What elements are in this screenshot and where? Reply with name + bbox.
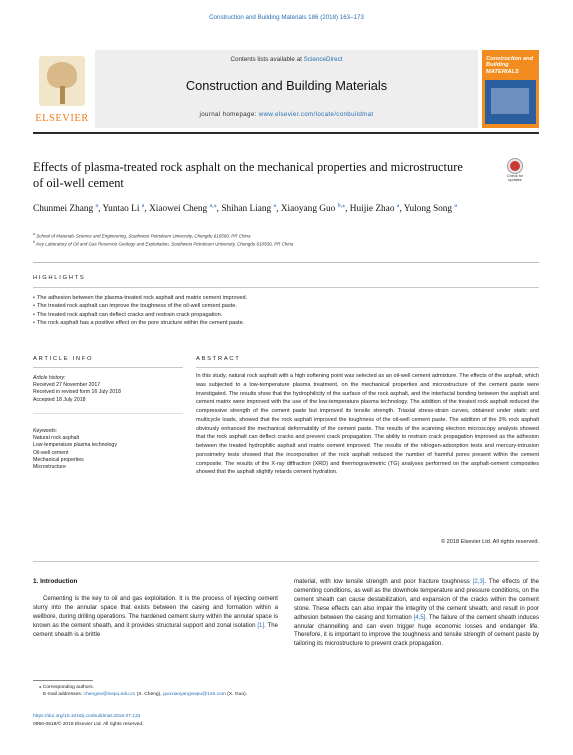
reference-link[interactable]: [1] (257, 622, 265, 629)
abstract-heading: ABSTRACT (196, 356, 241, 362)
journal-banner (95, 50, 478, 128)
author-affiliation-marker[interactable]: a (95, 202, 99, 209)
elsevier-tree-icon (39, 56, 85, 106)
author-affiliation-marker[interactable]: a (454, 202, 458, 209)
header-divider (33, 132, 539, 134)
article-info-subdivider (33, 413, 183, 414)
author-name[interactable]: Xiaowei Cheng (149, 204, 208, 214)
author-list (33, 203, 533, 217)
highlight-item: • The treated rock asphalt can improve the toughness of the oil-well cement paste. (33, 302, 539, 310)
contents-availability: Contents lists available at ScienceDirect (230, 56, 343, 63)
abstract-copyright: © 2018 Elsevier Ltd. All rights reserved. (440, 539, 539, 545)
keyword-item: Oil-well cement (33, 449, 69, 456)
keywords-label: Keywords: (33, 428, 58, 434)
crossmark-label: Check for updates (506, 174, 524, 183)
article-title: Effects of plasma-treated rock asphalt on the mechanical properties and microstructure of oil-well cement (33, 160, 463, 190)
affiliation-a: $^a$ School of Materials Science and Engineering, Southwest Petroleum University, Chengdu 610500, PR China (33, 232, 251, 239)
abstract-text: In this study, natural rock asphalt with a high softening point was selected as an oil-well cement admixture. The effects of the asphalt, which was subjected to a low-temperature plasma treatment, on the mechanical properties and microstructure of the cement paste were investigated. The results show that the hydrophilicity of the surface of the rock asphalt, and the interfacial bonding between the asphalt and cement matrix were improved with the use of the low-temperature plasma technology. The addition of the treated rock asphalt reduced the compressive strength of the cement paste but improved its tensile strength. Triaxial stress-strain curves, obtained under static and multicycle loads, showed that the rock asphalt improved the toughness of the oil-well cement paste. The addition of the 3% rock asphalt obviously enhanced the mechanical deformability of the cement paste. The results of the scanning electron microscopy analysis showed that the rock asphalt can deflect cracks and prevent crack propagation. The ability to restrain crack propagation improved as the adhesion between the treated hydrophilic asphalt and matrix cement improved. The results of the nitrogen-adsorption tests and mercury-intrusion porosimetry tests showed that the incorporation of the rock asphalt reduced the number of harmful pores present within the cement composite. The results of the X-ray diffraction (XRD) and thermogravimetric (TG) analyses performed on the asphalt-cement composites showed that the asphalt slightly retards cement hydration. (196, 373, 539, 476)
highlights-heading: HIGHLIGHTS (33, 275, 86, 281)
keyword-item: Natural rock asphalt (33, 435, 80, 442)
email-addresses: E-mail addresses: chengxw@swpu.edu.cn (X. Cheng), guoxiaoyangswpu@126.com (X. Guo). (43, 692, 248, 698)
author-name[interactable]: Shihan Liang (221, 204, 272, 214)
keywords (33, 428, 183, 471)
journal-cover-thumbnail[interactable] (482, 50, 539, 128)
elsevier-logo[interactable] (33, 50, 91, 128)
journal-homepage-link[interactable]: www.elsevier.com/locate/conbuildmat (258, 111, 374, 118)
corresponding-label: ⁎ Corresponding authors. (39, 685, 94, 690)
author-separator: , (345, 204, 350, 214)
author-affiliation-marker[interactable]: a (141, 202, 145, 209)
author-affiliation-marker[interactable]: b,⁎ (337, 202, 346, 209)
footnote-divider (33, 680, 93, 681)
author-affiliation-marker[interactable]: a,⁎ (209, 202, 217, 209)
abstract-divider (196, 367, 539, 368)
highlight-item: • The rock asphalt has a positive effect on the pore structure within the cement paste. (33, 319, 539, 327)
introduction-heading: 1. Introduction (33, 578, 78, 585)
history-revised: Received in revised form 16 July 2018 (33, 389, 121, 396)
crossmark-icon (508, 159, 522, 173)
highlight-item: • The adhesion between the plasma-treated rock asphalt and matrix cement improved. (33, 294, 539, 302)
author-name[interactable]: Xiaoyang Guo (280, 204, 336, 214)
keyword-item: Low-temperature plasma technology (33, 442, 117, 449)
article-info-divider (33, 367, 183, 368)
history-received: Received 27 November 2017 (33, 382, 101, 389)
article-info-heading: ARTICLE INFO (33, 356, 94, 362)
reference-link[interactable]: [4,5] (413, 614, 426, 621)
author-separator: , (276, 204, 281, 214)
cover-title: Construction and Building MATERIALS (486, 56, 534, 75)
author-affiliation-marker[interactable]: a (273, 202, 277, 209)
author-name[interactable]: Huijie Zhao (349, 204, 395, 214)
cover-image (485, 80, 536, 124)
sciencedirect-link[interactable]: ScienceDirect (303, 56, 343, 63)
reference-link[interactable]: [2,3] (472, 579, 485, 585)
author-name[interactable]: Chunmei Zhang (33, 204, 94, 214)
highlights-list (33, 294, 539, 328)
body-divider (33, 561, 539, 562)
elsevier-wordmark: ELSEVIER (35, 113, 89, 124)
email-link[interactable]: guoxiaoyangswpu@126.com (162, 692, 226, 698)
author-affiliation-marker[interactable]: a (396, 202, 400, 209)
keyword-item: Microstructure (33, 464, 66, 471)
author-name[interactable]: Yulong Song (403, 204, 453, 214)
crossmark-button[interactable] (500, 159, 530, 187)
issn-line: 0950-0618/© 2018 Elsevier Ltd. All rights reserved. (33, 722, 144, 727)
author-separator: , (98, 204, 103, 214)
author-separator: , (216, 204, 222, 214)
author-name[interactable]: Yuntao Li (102, 204, 140, 214)
journal-name[interactable]: Construction and Building Materials (185, 78, 388, 93)
section-divider (33, 262, 539, 263)
author-separator: , (144, 204, 150, 214)
email-link[interactable]: chengxw@swpu.edu.cn (83, 692, 136, 698)
journal-citation[interactable]: Construction and Building Materials 186 (2018) 163–173 (209, 14, 364, 21)
introduction-left-column: Cementing is the key to oil and gas exploitation. It is the process of injecting cement slurry into the annular space that exists between the casing and formation within a wellbore, during drilling operations. The hardened cement slurry within the annular space is known as the cement sheath, and it provides structural support and zonal isolation [1]. The cement sheath is a brittle (33, 596, 278, 638)
highlights-divider (33, 287, 539, 288)
history-accepted: Accepted 18 July 2018 (33, 396, 86, 403)
history-label: Article history: (33, 375, 66, 381)
article-history (33, 375, 183, 404)
highlight-item: • The treated rock asphalt can deflect cracks and restrain crack propagation. (33, 311, 539, 319)
keyword-item: Mechanical properties (33, 456, 84, 463)
doi-link[interactable]: https://doi.org/10.1016/j.conbuildmat.2018.07.133 (33, 714, 141, 719)
journal-homepage: journal homepage: www.elsevier.com/locate/conbuildmat (199, 111, 374, 118)
journal-masthead (33, 50, 539, 128)
author-separator: , (399, 204, 404, 214)
corresponding-author-footnote (33, 684, 278, 698)
affiliation-b: $^b$ Key Laboratory of Oil and Gas Reservoir Geology and Exploitation, Southwest Petroleum University, Chengdu 610500, PR China (33, 240, 294, 247)
introduction-right-column: material, with low tensile strength and poor fracture toughness [2,3]. The effects of the cementing conditions, as well as the downhole temperature and pressure conditions, on the cement sheath can cause destabilization, and expansion of the cracks within the cement stone. These effects can also impair the integrity of the cement sheath, and result in poor adhesion between the casing and formation [4,5]. The failure of the cement sheath induces annular channelling and can even trigger huge economic losses and endanger life. Therefore, it is important to improve the toughness and tensile strength of cement paste by tailoring its microstructure to prevent crack propagation. (294, 579, 540, 648)
